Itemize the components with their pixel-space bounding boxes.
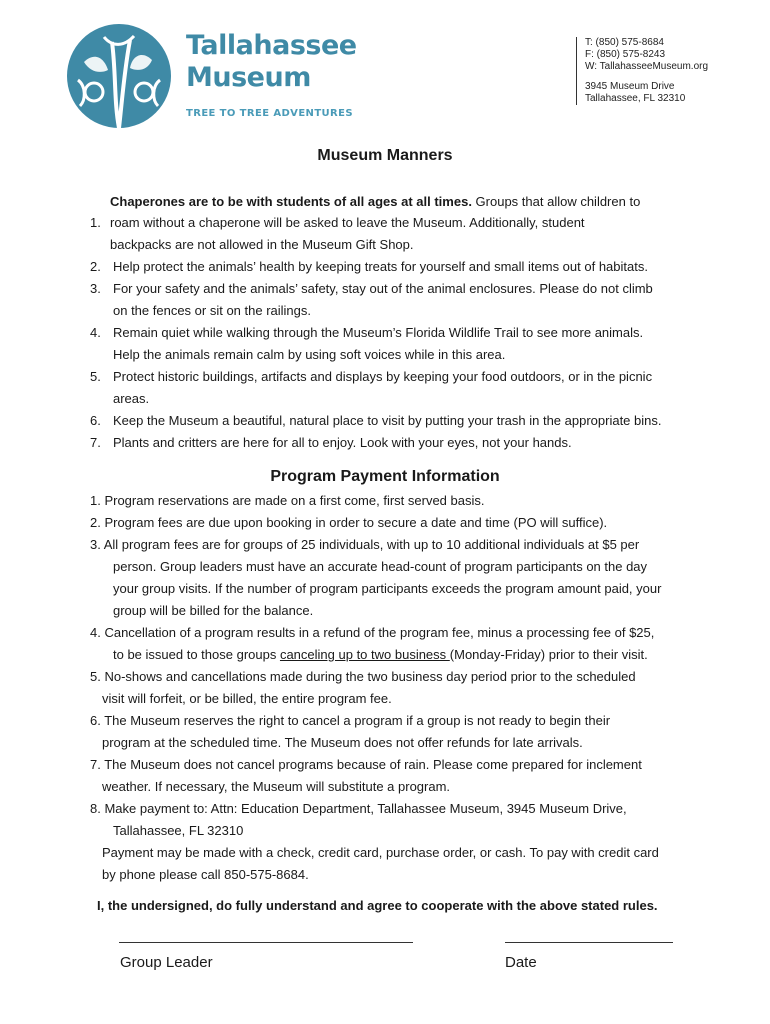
manners-item-5-line-2: areas. xyxy=(113,391,150,406)
payment-item-4-underlined: canceling up to two business xyxy=(279,647,450,662)
manners-item-3-number: 3. xyxy=(90,281,101,296)
payment-item-4-line-2 xyxy=(113,647,648,663)
payment-item-1: 1. Program reservations are made on a first come, first served basis. xyxy=(90,493,485,508)
manners-item-6-text: Keep the Museum a beautiful, natural place to visit by putting your trash in the appropriate bins. xyxy=(113,413,662,428)
agreement-statement: I, the undersigned, do fully understand and agree to cooperate with the above stated rules. xyxy=(97,898,658,913)
payment-title: Program Payment Information xyxy=(270,468,500,485)
brand-tagline: TREE TO TREE ADVENTURES xyxy=(186,108,353,119)
manners-item-1-line-2: roam without a chaperone will be asked to leave the Museum. Additionally, student xyxy=(110,215,585,230)
payment-item-3-line-2: person. Group leaders must have an accurate head-count of program participants on the day xyxy=(113,559,648,574)
payment-item-4-pre: to be issued to those groups xyxy=(113,647,280,662)
brand-name-line1: Tallahassee xyxy=(186,30,357,61)
payment-item-6-line-1: 6. The Museum reserves the right to cancel a program if a group is not ready to begin their xyxy=(90,713,611,728)
payment-item-4-post: (Monday-Friday) prior to their visit. xyxy=(449,647,648,662)
payment-item-4-line-1: 4. Cancellation of a program results in a refund of the program fee, minus a processing fee of $25, xyxy=(90,625,655,640)
payment-item-8-line-2: Tallahassee, FL 32310 xyxy=(113,823,244,838)
date-label: Date xyxy=(505,954,537,971)
manners-item-1-line-1 xyxy=(110,194,640,210)
payment-item-8-line-1: 8. Make payment to: Attn: Education Department, Tallahassee Museum, 3945 Museum Drive, xyxy=(90,801,627,816)
contact-web: W: TallahasseeMuseum.org xyxy=(585,61,709,72)
contact-address-1: 3945 Museum Drive xyxy=(585,81,675,92)
payment-item-3-line-3: your group visits. If the number of program participants exceeds the program amount paid, your xyxy=(113,581,662,596)
contact-fax: F: (850) 575-8243 xyxy=(585,49,666,60)
date-signature-line[interactable] xyxy=(505,942,673,943)
payment-note-line-2: by phone please call 850-575-8684. xyxy=(102,867,309,882)
brand-name-line2: Museum xyxy=(186,62,311,93)
manners-item-5-line-1: Protect historic buildings, artifacts and displays by keeping your food outdoors, or in the picnic xyxy=(113,369,653,384)
group-leader-signature-line[interactable] xyxy=(119,942,413,943)
manners-item-4-line-2: Help the animals remain calm by using soft voices while in this area. xyxy=(113,347,506,362)
manners-item-3-line-1: For your safety and the animals’ safety, stay out of the animal enclosures. Please do not climb xyxy=(113,281,653,296)
payment-note-line-1: Payment may be made with a check, credit card, purchase order, or cash. To pay with credit card xyxy=(102,845,659,860)
payment-item-7-line-1: 7. The Museum does not cancel programs because of rain. Please come prepared for inclement xyxy=(90,757,642,772)
manners-item-7-text: Plants and critters are here for all to enjoy. Look with your eyes, not your hands. xyxy=(113,435,572,450)
payment-item-7-line-2: weather. If necessary, the Museum will substitute a program. xyxy=(102,779,451,794)
payment-item-3-line-1: 3. All program fees are for groups of 25 individuals, with up to 10 additional individuals at $5 per xyxy=(90,537,640,552)
manners-item-6-number: 6. xyxy=(90,413,101,428)
payment-item-3-line-4: group will be billed for the balance. xyxy=(113,603,314,618)
manners-item-7-number: 7. xyxy=(90,435,101,450)
contact-info xyxy=(576,37,708,105)
payment-item-5-line-2: visit will forfeit, or be billed, the entire program fee. xyxy=(102,691,392,706)
manners-item-5-number: 5. xyxy=(90,369,101,384)
manners-item-2-number: 2. xyxy=(90,259,101,274)
manners-item-1-bold: Chaperones are to be with students of all ages at all times. xyxy=(110,194,472,209)
contact-phone: T: (850) 575-8684 xyxy=(585,37,664,48)
manners-item-1-line-3: backpacks are not allowed in the Museum Gift Shop. xyxy=(110,237,414,252)
group-leader-label: Group Leader xyxy=(120,954,213,971)
manners-item-4-number: 4. xyxy=(90,325,101,340)
manners-item-1-number: 1. xyxy=(90,215,101,230)
brand-block xyxy=(186,30,357,119)
manners-item-1-rest: Groups that allow children to xyxy=(471,194,641,209)
museum-logo-icon xyxy=(64,22,174,130)
manners-title: Museum Manners xyxy=(317,147,453,164)
manners-item-4-line-1: Remain quiet while walking through the Museum’s Florida Wildlife Trail to see more animals. xyxy=(113,325,644,340)
manners-item-3-line-2: on the fences or sit on the railings. xyxy=(113,303,312,318)
payment-item-2: 2. Program fees are due upon booking in order to secure a date and time (PO will suffice). xyxy=(90,515,608,530)
payment-item-6-line-2: program at the scheduled time. The Museum does not offer refunds for late arrivals. xyxy=(102,735,583,750)
payment-item-5-line-1: 5. No-shows and cancellations made during the two business day period prior to the scheduled xyxy=(90,669,636,684)
contact-address-2: Tallahassee, FL 32310 xyxy=(585,93,686,104)
manners-item-2-text: Help protect the animals’ health by keeping treats for yourself and small items out of habitats. xyxy=(113,259,648,274)
